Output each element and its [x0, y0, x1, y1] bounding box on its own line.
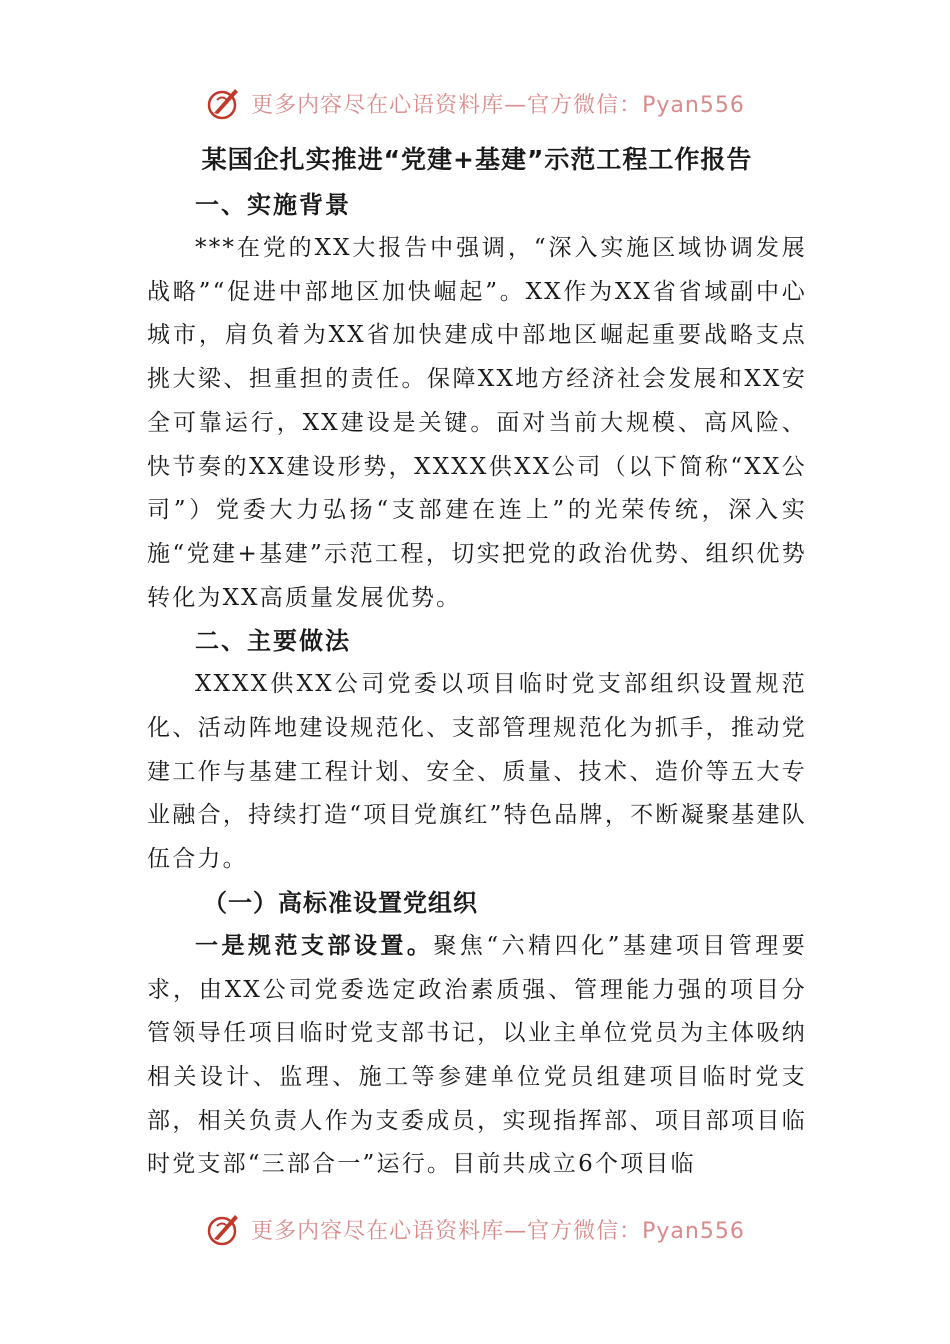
- paragraph-lead-text: 一是规范支部设置。: [195, 932, 434, 959]
- paragraph-main-practices: XXXX供XX公司党委以项目临时党支部组织设置规范化、活动阵地建设规范化、支部管理规范化为抓手，推动党建工作与基建工程计划、安全、质量、技术、造价等五大专业融合，持续打造“项目党旗红”特色品牌，不断凝聚基建队伍合力。: [147, 671, 807, 873]
- watermark-text: 更多内容尽在心语资料库—官方微信：Pyan556: [251, 92, 745, 118]
- document-title: 某国企扎实推进“党建+基建”示范工程工作报告: [201, 145, 753, 174]
- watermark-banner-top: [0, 78, 950, 128]
- section-heading-background: 一、实施背景: [195, 191, 351, 219]
- section-heading-main-practices: 二、主要做法: [195, 627, 351, 656]
- document-body: [147, 140, 807, 1187]
- paragraph-body-text: 聚焦“六精四化”基建项目管理要求，由XX公司党委选定政治素质强、管理能力强的项目分管领导任项目临时党支部书记，以业主单位党员为主体吸纳相关设计、监理、施工等参建单位党员组建项目临时党支部，相关负责人作为支委成员，实现指挥部、项目部项目临时党支部“三部合一”运行。目前共成立6个项目临: [147, 932, 807, 1178]
- paragraph-background: ***在党的XX大报告中强调，“深入实施区域协调发展战略”“促进中部地区加快崛起”。XX作为XX省省域副中心城市，肩负着为XX省加快建成中部地区崛起重要战略支点挑大梁、担重担的责任。保障XX地方经济社会发展和XX安全可靠运行，XX建设是关键。面对当前大规模、高风险、快节奏的XX建设形势，XXXX供XX公司（以下简称“XX公司”）党委大力弘扬“支部建在连上”的光荣传统，深入实施“党建+基建”示范工程，切实把党的政治优势、组织优势转化为XX高质量发展优势。: [147, 235, 807, 611]
- subsection-heading-party-organization: （一）高标准设置党组织: [203, 888, 478, 917]
- watermark-text: 更多内容尽在心语资料库—官方微信：Pyan556: [251, 1218, 745, 1244]
- watermark-banner-bottom: [0, 1204, 950, 1254]
- quill-logo-icon: [205, 83, 245, 123]
- paragraph-branch-setup: [147, 925, 807, 1187]
- quill-logo-icon: [205, 1209, 245, 1249]
